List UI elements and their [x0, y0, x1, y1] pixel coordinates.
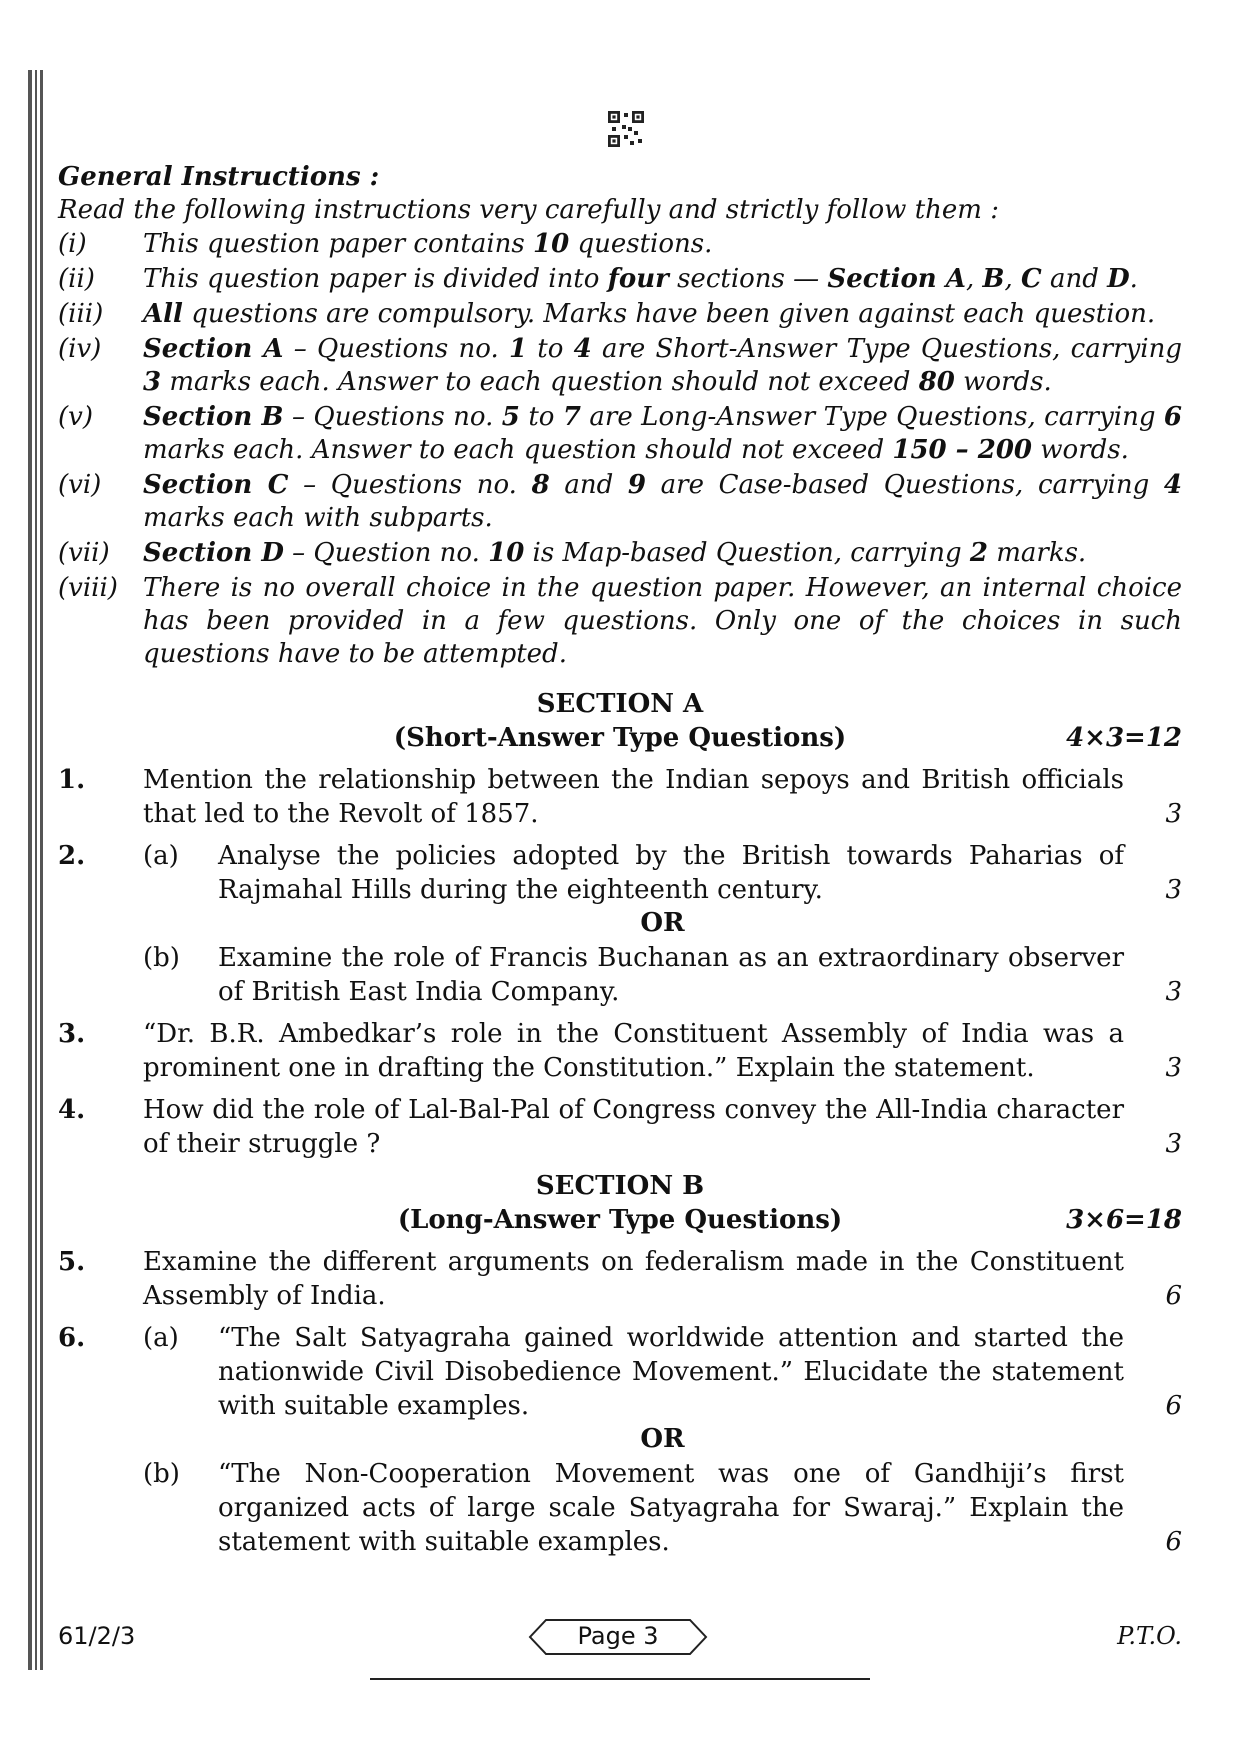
question-marks: 3	[1165, 1129, 1182, 1159]
question-1	[58, 763, 1182, 831]
question-marks: 3	[1165, 875, 1182, 905]
instruction-number: (viii)	[58, 573, 118, 603]
question-text: “Dr. B.R. Ambedkar’s role in the Constituent Assembly of India was a prominent one in drafting the Constitution.” Explain the statement.	[143, 1019, 1124, 1083]
question-2a	[58, 839, 1182, 907]
question-5	[58, 1245, 1182, 1313]
question-text: Mention the relationship between the Indian sepoys and British officials that led to the Revolt of 1857.	[143, 765, 1124, 829]
qr-code-icon	[608, 110, 644, 148]
please-turn-over: P.T.O.	[1117, 1622, 1182, 1650]
section-a-title: SECTION A	[536, 689, 704, 719]
page-footer	[58, 1618, 1182, 1658]
question-text: Examine the role of Francis Buchanan as an extraordinary observer of British East India Company.	[218, 943, 1124, 1007]
question-4	[58, 1093, 1182, 1161]
instruction-number: (i)	[58, 229, 87, 259]
instruction-item: (viii) There is no overall choice in the question paper. However, an internal choice has been provided in a few questions. Only one of the choices in such questions have to be attempted.	[58, 573, 1182, 669]
instruction-number: (v)	[58, 402, 93, 432]
subpart-label: (a)	[143, 1323, 179, 1353]
section-b-title: SECTION B	[535, 1171, 705, 1201]
subpart-label: (b)	[143, 943, 180, 973]
instruction-number: (ii)	[58, 264, 95, 294]
question-number: 1.	[58, 765, 86, 795]
instruction-number: (vii)	[58, 538, 110, 568]
instruction-item: (i) This question paper contains 10 questions.	[58, 229, 713, 259]
question-text: “The Non-Cooperation Movement was one of Gandhiji’s first organized acts of large scale Satyagraha for Swaraj.” Explain the statement with suitable examples.	[218, 1459, 1124, 1557]
or-divider: OR	[640, 1424, 685, 1454]
section-b-total-marks: 3×6=18	[1066, 1205, 1182, 1235]
instruction-number: (iii)	[58, 299, 104, 329]
question-marks: 3	[1165, 977, 1182, 1007]
instruction-item: (iii) All questions are compulsory. Marks have been given against each question.	[58, 299, 1156, 329]
paper-code: 61/2/3	[58, 1622, 136, 1650]
question-marks: 6	[1165, 1391, 1182, 1421]
subpart-label: (b)	[143, 1459, 180, 1489]
margin-lines	[28, 70, 44, 1670]
section-a-total-marks: 4×3=12	[1066, 723, 1182, 753]
instruction-number: (vi)	[58, 470, 102, 500]
question-text: Analyse the policies adopted by the British towards Paharias of Rajmahal Hills during the eighteenth century.	[218, 841, 1124, 905]
instruction-item: (iv) Section A – Questions no. 1 to 4 are Short-Answer Type Questions, carrying 3 marks each. Answer to each question should not exceed 80 words.	[58, 334, 1182, 397]
question-2b	[58, 941, 1182, 1009]
question-number: 2.	[58, 841, 86, 871]
instructions-title: General Instructions :	[58, 162, 380, 192]
instructions-intro: Read the following instructions very carefully and strictly follow them :	[58, 195, 999, 225]
question-number: 4.	[58, 1095, 86, 1125]
instruction-item: (vii) Section D – Question no. 10 is Map-based Question, carrying 2 marks.	[58, 538, 1087, 568]
question-number: 3.	[58, 1019, 86, 1049]
instruction-number: (iv)	[58, 334, 102, 364]
question-marks: 6	[1165, 1281, 1182, 1311]
question-text: Examine the different arguments on federalism made in the Constituent Assembly of India.	[143, 1247, 1124, 1311]
question-number: 6.	[58, 1323, 86, 1353]
section-b-subtitle: (Long-Answer Type Questions) 3×6=18	[397, 1205, 1182, 1235]
instruction-item: (vi) Section C – Questions no. 8 and 9 are Case-based Questions, carrying 4 marks each with subparts.	[58, 470, 1183, 533]
question-6b	[58, 1457, 1182, 1559]
or-divider: OR	[640, 908, 685, 938]
page-number: Page 3	[577, 1622, 659, 1650]
question-marks: 3	[1165, 799, 1182, 829]
instruction-item: (v) Section B – Questions no. 5 to 7 are Long-Answer Type Questions, carrying 6 marks each. Answer to each question should not exceed 150 – 200 words.	[58, 402, 1183, 465]
section-a-subtitle: (Short-Answer Type Questions) 4×3=12	[393, 723, 1182, 753]
question-text: How did the role of Lal-Bal-Pal of Congress convey the All-India character of their struggle ?	[143, 1095, 1124, 1159]
page-number-badge	[528, 1618, 708, 1656]
question-marks: 6	[1165, 1527, 1182, 1557]
question-6a	[58, 1321, 1182, 1423]
question-marks: 3	[1165, 1053, 1182, 1083]
footer-rule	[370, 1678, 870, 1680]
subpart-label: (a)	[143, 841, 179, 871]
question-3	[58, 1017, 1182, 1085]
question-text: “The Salt Satyagraha gained worldwide attention and started the nationwide Civil Disobedience Movement.” Elucidate the statement with suitable examples.	[218, 1323, 1124, 1421]
question-number: 5.	[58, 1247, 86, 1277]
question-paper-content	[58, 160, 1182, 1559]
instruction-item: (ii) This question paper is divided into four sections — Section A, B, C and D.	[58, 264, 1138, 294]
